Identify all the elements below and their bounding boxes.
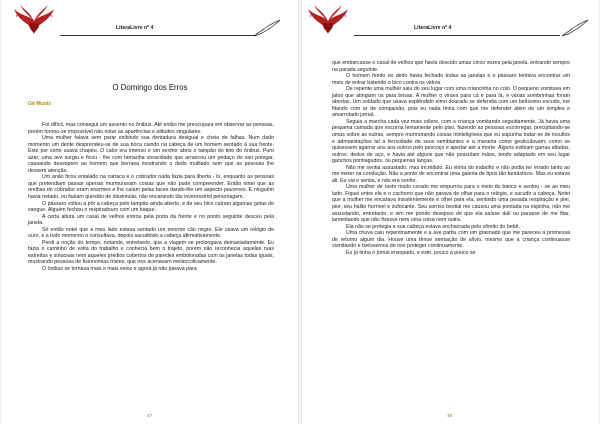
header-rule bbox=[60, 35, 256, 36]
paragraph: O homem ferido no dedo havia fechado todas as janelas e o pássaro tentava encontrar um meio de entrar batendo o bico contra os vidros. bbox=[332, 73, 570, 86]
left-page bbox=[2, 0, 298, 424]
paragraph: Seguia a marcha cada vez mais célere, com a criança vomitando seguidamente. Já havia uma pequena camada que escorria lentamente pelo piso, fazendo as pessoas escorregar, precipitando-se umas sobre as outras, sempre murmurando coisas ininteligíveis que eu supunha tratar-se de insultos e admoestações tal a ferocidade de seus semblantes e a maneira como gesticulavam; como se quisessem agarrar uns aos outros pelo pescoço e apertar até a morte. Alguns exibiam garras afiadas, outros; dedos de aço, e havia até alguns que não possuíam mãos, tendo adaptado em seu lugar ganchos pontiagudos, ou pequenas lanças. bbox=[332, 118, 570, 165]
paragraph: A certa altura um casal de velhos entrou pela porta da frente e no ponto seguinte desceu pela janela. bbox=[28, 213, 274, 227]
paragraph: De repente uma mulher saiu do seu lugar com uma criancinha no colo. O pequeno vomitava em jatos que atingiam os para brisas. A mulher o virava para cá e para lá, e várias sombrinhas foram abertas. Um soldado que usava esplêndido elmo dourado se defendia com um belíssimo escudo, me fitando com ar de compaixão, pois eu nada tinha com que me defender além de um simples e amarrotado jornal. bbox=[332, 86, 570, 119]
paragraph: O pássaro voltou a pôr a cabeça pelo tampão ainda aberto, e de seu bico caíram algumas gotas de sangue. Alguém fechou o respiradouro com um baque. bbox=[28, 200, 274, 214]
paragraph: Só então notei que a meu lado estava sentado um enorme cão negro. Ele usava um relógio de ouro, e a todo momento o consultava, depois sacudindo a cabeça afirmativamente. bbox=[28, 226, 274, 240]
right-page bbox=[302, 0, 598, 424]
left-body-text bbox=[28, 122, 274, 273]
paragraph: Uma mulher de rosto muito corado me empurrou para o meio do banco e sentou - se ao meu lado. Fiquei entre ela e o cachorro que não parava de olhar para o relógio, e sacudir a cabeça. Notei que a mulher me encarava insistentemente e olhei para ela, sentindo uma pesada respiração e piei, pior, seu hálito horrível e sufocante. Seu sorriso bestial me causou uma pontada na espinha, não me assustando, entretanto, e sim me pondo desejoso de que ela saísse dali ou parasse de me fitar, lamentando que não fizesse nem uma coisa nem outra. bbox=[332, 184, 570, 224]
paragraph: Uma chuva caiu repentinamente e a ave partiu com um grasnado que me pareceu a promessa de retorno algum dia. Houve uma tênue sensação de alívio, mesmo que a criança continuasse vomitando e tivéssemos de nos proteger continuamente. bbox=[332, 230, 570, 250]
header-rule bbox=[354, 35, 560, 36]
paragraph: O ônibus se tornava mais e mais veloz e agora já não parava para bbox=[42, 266, 197, 273]
paragraph: Um anão ficou entalado na catraca e o cobrador nada fazia para liberta - lo, enquanto as pessoas que pretendiam passar apenas murmuravam coisas que não pude compreender. Então notei que as orelhas do cobrador eram enormes e lhe caíam pelas faces dando-lhe um aspecto pavoroso. E ninguém havia notado, ou faziam questão de dissimular, não encarando tão inverossímil personagem. bbox=[28, 174, 274, 201]
winged-heart-logo-icon bbox=[12, 3, 56, 37]
paragraph: Eu já tinha o jornal ensopado, e este, pouco a pouco se bbox=[346, 249, 476, 256]
paragraph: Uma mulher falava sem parar exibindo sua dentadura desigual e cheia de falhas. Num dado momento um dente desprendeu-se de sua boca caindo na cabeça de um homem sentado à sua frente. Este por sorte usava chapéu. O calor era intenso e um senhor abriu o tampão do teto do ônibus. Puro azar; uma ave surgiu e ficou - lhe com tamanha voracidade que arrancou um pedaço do seu polegar, causando desespero ao homem que berrava mostrando o dedo mutilado sem que as pessoas lhe dessem atenção. bbox=[28, 135, 274, 174]
winged-heart-logo-icon bbox=[306, 3, 350, 37]
paragraph: Perdi a noção do tempo, notando, entretanto, que a viagem se prolongava demasiadamente. Eu fazia o caminho de volta do trabalho e conhecia bem o trajeto, porém não reconhecia aquelas ruas estreitas e sinuosas nem aqueles prédios cobertos de paredes emboloradas com as janelas todas iguais, mostrando pessoas de fisionomias tristes, que nos acenavam melancolicamente. bbox=[28, 239, 274, 266]
paragraph: Foi difícil, mas consegui um assento no ônibus. Até então me preocupara em observar as pessoas, porém tornou-se impossível não notar as aparências e atitudes singulares. bbox=[28, 122, 274, 135]
page-number: 48 bbox=[447, 414, 453, 419]
right-body-text bbox=[332, 60, 570, 256]
paragraph: Não me sentia assustado, mas incrédulo. Eu vinha do trabalho e não podia ter errado tanto ao me meter na condução. Não a ponto de encontrar uma galeria de tipos tão fantásticos. Mas eu estava ali. Eu via e sentia, e não era sonho. bbox=[332, 164, 570, 184]
story-title: O Domingo dos Erros bbox=[112, 83, 188, 92]
feather-quill-icon bbox=[560, 18, 590, 38]
page-number: 47 bbox=[147, 414, 153, 419]
paragraph: que embarcasse o casal de velhos que havia descido umas cinco vezes pela janela, entrando sempre na parada seguinte. bbox=[332, 60, 570, 73]
header-title: LiteraLivre nº 4 bbox=[116, 25, 154, 31]
paragraph: Ela não se protegia e sua cabeça estava encharcada pelo vômito do bebê. bbox=[346, 223, 520, 230]
header-title: LiteraLivre nº 4 bbox=[414, 25, 452, 31]
author-name: Gê Muniz bbox=[28, 101, 52, 107]
feather-quill-icon bbox=[252, 18, 282, 38]
